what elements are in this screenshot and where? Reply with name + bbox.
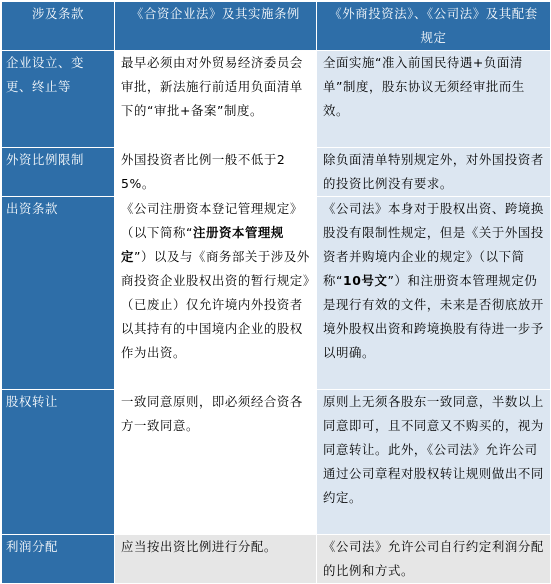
header-row [2,2,551,51]
table-row [2,390,551,535]
table-row [2,51,551,148]
table-row [2,197,551,390]
old-law-cell: 外国投资者比例一般不低于25%。 [115,148,317,197]
row-category: 利润分配 [2,535,115,584]
new-law-cell: 《公司法》允许公司自行约定利润分配的比例和方式。 [317,535,551,584]
header-new-law: 《外商投资法》、《公司法》及其配套规定 [317,2,551,51]
new-law-cell: 原则上无须各股东一致同意，半数以上同意即可，且不同意又不购买的，视为同意转让。此外，《公司法》允许公司通过公司章程对股权转让规则做出不同约定。 [317,390,551,535]
defined-term: 10号文 [343,273,388,288]
new-law-cell [317,197,551,390]
new-law-cell: 全面实施“准入前国民待遇+负面清单”制度，股东协议无须经审批而生效。 [317,51,551,148]
table-row [2,535,551,584]
row-category: 外资比例限制 [2,148,115,197]
defined-term: 注册资本管理规定 [121,225,284,264]
old-law-cell: 应当按出资比例进行分配。 [115,535,317,584]
old-law-text-part: 《公司注册资本登记管理规定》（以下简称“ [121,201,303,240]
old-law-cell [115,197,317,390]
table-row [2,148,551,197]
old-law-text-part: ”）以及与《商务部关于涉及外商投资企业股权出资的暂行规定》（已废止）仅允许境内外投资者以其持有的中国境内企业的股权作为出资。 [121,249,310,360]
row-category: 出资条款 [2,197,115,390]
old-law-cell: 一致同意原则，即必须经合资各方一致同意。 [115,390,317,535]
new-law-cell: 除负面清单特别规定外，对外国投资者的投资比例没有要求。 [317,148,551,197]
header-old-law: 《合资企业法》及其实施条例 [115,2,317,51]
new-law-text-part: 《公司法》本身对于股权出资、跨境换股没有限制性规定，但是《关于外国投资者并购境内企业的规定》（以下简称“ [323,201,544,288]
row-category: 企业设立、变更、终止等 [2,51,115,148]
row-category: 股权转让 [2,390,115,535]
new-law-text-part: ”）和注册资本管理规定仍是现行有效的文件，未来是否彻底放开境外股权出资和跨境换股有待进一步予以明确。 [323,273,544,360]
old-law-cell: 最早必须由对外贸易经济委员会审批，新法施行前适用负面清单下的“审批+备案”制度。 [115,51,317,148]
comparison-table [1,1,551,584]
header-clause: 涉及条款 [2,2,115,51]
